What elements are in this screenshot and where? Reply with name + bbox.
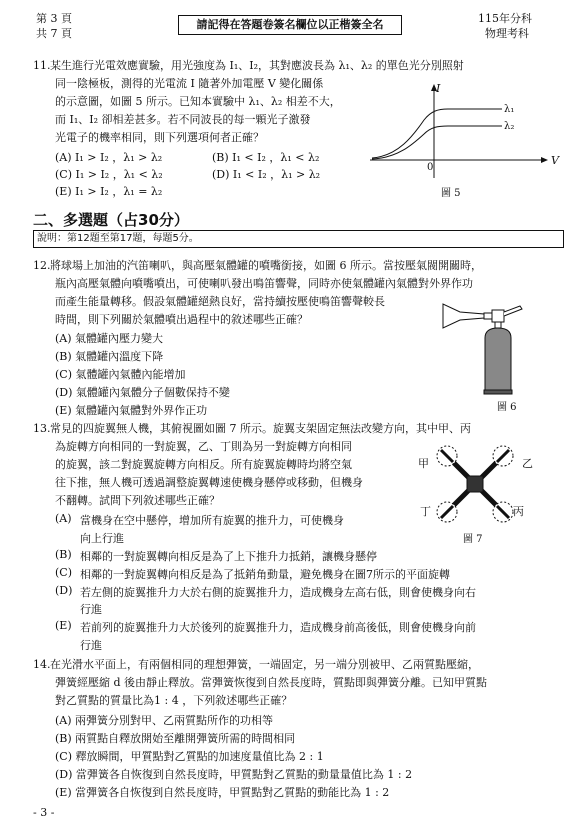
q12-option-b: (B) 氣體罐內溫度下降 <box>55 350 164 363</box>
figure-7-rotor-jia: 甲 <box>418 457 429 470</box>
figure-7-rotor-ding: 丁 <box>420 505 431 518</box>
q13-option-b-label: (B) <box>55 548 72 561</box>
question-12-number: 12. <box>33 259 51 272</box>
question-14-number: 14. <box>33 658 51 671</box>
q13-line-2: 為旋轉方向相同的一對旋翼，乙、丁則為另一對旋轉方向相同 <box>55 440 352 453</box>
q11-option-c: (C) I₁ > I₂ ，λ₁ < λ₂ <box>55 168 163 181</box>
q13-line-5: 不翻轉。試問下列敘述哪些正確？ <box>55 494 220 507</box>
figure-6-caption: 圖 6 <box>497 402 517 413</box>
page-number: 第 3 頁 <box>36 12 72 25</box>
q11-option-a: (A) I₁ > I₂ ，λ₁ > λ₂ <box>55 151 163 164</box>
q13-option-c-text: 相鄰的一對旋翼轉向相反是為了抵銷角動量，避免機身在圖7所示的平面旋轉 <box>80 568 450 581</box>
q13-option-e-text: 若前列的旋翼推升力大於後列的旋翼推升力，造成機身前高後低，則會使機身向前 <box>80 621 476 634</box>
q11-line-5: 光電子的機率相同，則下列選項何者正確？ <box>55 131 264 144</box>
q11-line-4: 而 I₁、I₂ 卻相差甚多。若不同波長的每一顆光子激發 <box>55 113 311 126</box>
q14-line-3: 對乙質點的質量比為1 : 4 ，下列敘述哪些正確？ <box>55 694 293 707</box>
q13-option-a-cont: 向上行進 <box>80 532 124 545</box>
page-total: 共 7 頁 <box>36 27 72 40</box>
q11-line-1: 某生進行光電效應實驗，用光強度為 I₁、I₂，其對應波長為 λ₁、λ₂ 的單色光分別照射 <box>50 59 464 72</box>
figure-7-rotor-bing: 丙 <box>513 505 524 518</box>
q12-option-d: (D) 氣體罐內氣體分子個數保持不變 <box>55 386 230 399</box>
q13-option-a-text: 當機身在空中懸停，增加所有旋翼的推升力，可使機身 <box>80 514 344 527</box>
q13-option-d-text: 若左側的旋翼推升力大於右側的旋翼推升力，造成機身左高右低，則會使機身向右 <box>80 586 476 599</box>
q13-option-d-label: (D) <box>55 584 73 597</box>
q14-option-b: (B) 兩質點自釋放開始至離開彈簧所需的時間相同 <box>55 732 296 745</box>
q11-line-3: 的示意圖，如圖 5 所示。已知本實驗中 λ₁、λ₂ 相差不大， <box>55 95 341 108</box>
q14-option-c: (C) 釋放瞬間，甲質點對乙質點的加速度量值比為 2 : 1 <box>55 750 324 763</box>
q12-line-1: 將球場上加油的汽笛喇叭，與高壓氣體罐的噴嘴銜接，如圖 6 所示。當按壓氣閥開關時， <box>50 259 482 272</box>
q13-option-a-label: (A) <box>55 512 72 525</box>
figure-5-axis-v-label: V <box>551 154 559 167</box>
question-13-number: 13. <box>33 422 51 435</box>
q13-option-e-label: (E) <box>55 619 72 632</box>
section-title: 二、多選題（占30分） <box>33 211 189 229</box>
section-note: 說明：第12題至第17題，每題5分。 <box>33 230 564 248</box>
q14-line-2: 彈簧經壓縮 d 後由靜止釋放。當彈簧恢復到自然長度時，質點即與彈簧分離。已知甲質點 <box>55 676 488 689</box>
figure-5-axis-i-label: I <box>436 82 441 95</box>
q13-option-d-cont: 行進 <box>80 603 102 616</box>
q12-line-2: 瓶內高壓氣體向噴嘴噴出，可使喇叭發出鳴笛響聲，同時亦使氣體罐內氣體對外界作功 <box>55 277 473 290</box>
q14-option-e: (E) 當彈簧各自恢復到自然長度時，甲質點對乙質點的動能比為 1 : 2 <box>55 786 390 799</box>
figure-5-origin-label: 0 <box>427 162 434 173</box>
figure-5-lambda2-label: λ₂ <box>504 121 515 132</box>
q13-option-e-cont: 行進 <box>80 639 102 652</box>
q12-option-c: (C) 氣體罐內氣體內能增加 <box>55 368 186 381</box>
q11-option-d: (D) I₁ < I₂ ，λ₁ > λ₂ <box>212 168 321 181</box>
q13-option-c-label: (C) <box>55 566 72 579</box>
figure-6-horn-canister <box>440 300 550 398</box>
q12-line-4: 時間，則下列關於氣體噴出過程中的敘述哪些正確？ <box>55 313 308 326</box>
figure-7-rotor-yi: 乙 <box>522 457 533 470</box>
q14-option-a: (A) 兩彈簧分別對甲、乙兩質點所作的功相等 <box>55 714 274 727</box>
q11-option-b: (B) I₁ < I₂ ，λ₁ < λ₂ <box>212 151 320 164</box>
question-11-number: 11. <box>33 59 51 72</box>
q13-line-4: 往下推，無人機可透過調整旋翼轉速使機身懸停或移動，但機身 <box>55 476 363 489</box>
figure-5-graph <box>368 82 553 182</box>
q14-line-1: 在光滑水平面上，有兩個相同的理想彈簧，一端固定，另一端分別被甲、乙兩質點壓縮， <box>50 658 479 671</box>
q13-line-3: 的旋翼，該二對旋翼旋轉方向相反。所有旋翼旋轉時均將空氣 <box>55 458 352 471</box>
page-footer: - 3 - <box>33 806 55 819</box>
exam-subject: 物理考科 <box>485 27 529 40</box>
figure-7-caption: 圖 7 <box>463 534 483 545</box>
q11-option-e: (E) I₁ > I₂ ，λ₁ = λ₂ <box>55 185 163 198</box>
q12-option-a: (A) 氣體罐內壓力變大 <box>55 332 164 345</box>
figure-5-lambda1-label: λ₁ <box>504 104 515 115</box>
q11-line-2: 同一陰極板，測得的光電流 I 隨著外加電壓 V 變化關係 <box>55 77 324 90</box>
figure-5-caption: 圖 5 <box>441 188 461 199</box>
q13-line-1: 常見的四旋翼無人機，其俯視圖如圖 7 所示。旋翼支架固定無法改變方向，其中甲、丙 <box>50 422 471 435</box>
q12-option-e: (E) 氣體罐內氣體對外界作正功 <box>55 404 208 417</box>
q13-option-b-text: 相鄰的一對旋翼轉向相反是為了上下推升力抵銷，讓機身懸停 <box>80 550 377 563</box>
q12-line-3: 而產生能量轉移。假設氣體罐絕熱良好，當持續按壓使鳴笛響聲較長 <box>55 295 385 308</box>
q14-option-d: (D) 當彈簧各自恢復到自然長度時，甲質點對乙質點的動量量值比為 1 : 2 <box>55 768 413 781</box>
signature-notice: 請記得在答題卷簽名欄位以正楷簽全名 <box>178 15 402 35</box>
exam-year: 115年分科 <box>478 12 532 25</box>
figure-7-drone <box>431 440 519 528</box>
